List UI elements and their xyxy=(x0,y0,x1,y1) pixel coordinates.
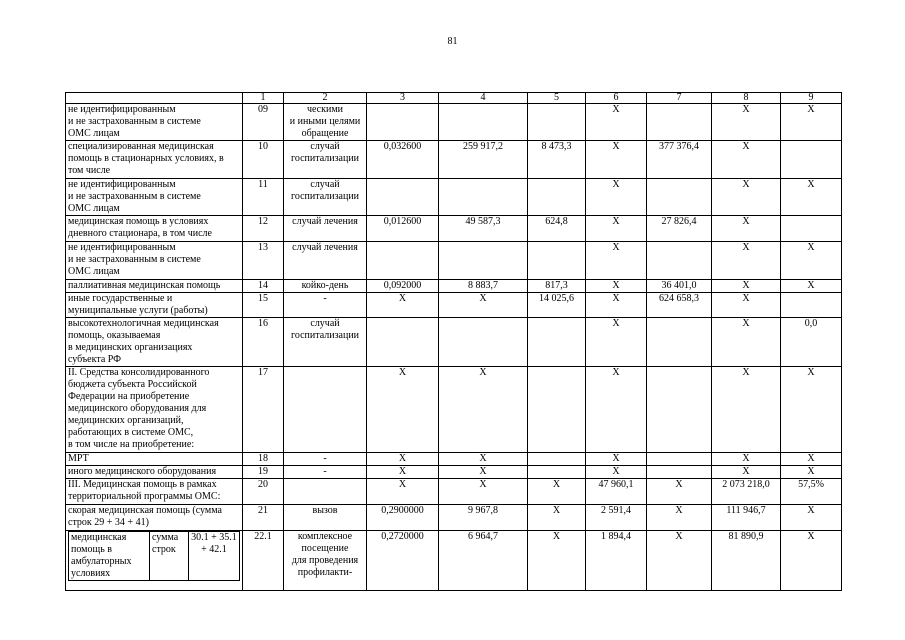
cell-col9: X xyxy=(781,179,842,216)
cell-col5 xyxy=(528,179,586,216)
cell-col6: 1 894,4 xyxy=(586,531,647,591)
row-label-sum: сумма строк xyxy=(150,532,189,581)
table-row xyxy=(66,531,842,591)
row-code: 09 xyxy=(243,104,284,141)
row-unit: случай лечения xyxy=(284,242,367,280)
cell-col3 xyxy=(367,242,439,280)
cell-col4 xyxy=(439,104,528,141)
cell-col3: X xyxy=(367,479,439,505)
row-label: МРТ xyxy=(66,453,243,466)
cell-col8: 2 073 218,0 xyxy=(712,479,781,505)
cell-col4: X xyxy=(439,479,528,505)
cell-col6: X xyxy=(586,104,647,141)
row-label: не идентифицированным и не застрахованным в системе ОМС лицам xyxy=(66,242,243,280)
row-label: не идентифицированным и не застрахованным в системе ОМС лицам xyxy=(66,104,243,141)
cell-col6: 2 591,4 xyxy=(586,505,647,531)
cell-col5 xyxy=(528,367,586,453)
cell-col6: X xyxy=(586,453,647,466)
cell-col8: X xyxy=(712,293,781,318)
cell-col6: X xyxy=(586,141,647,179)
cell-col9: X xyxy=(781,367,842,453)
cell-col9 xyxy=(781,141,842,179)
cell-col7 xyxy=(647,318,712,367)
table-row xyxy=(66,104,842,141)
column-header: 9 xyxy=(781,93,842,104)
cell-col8: 111 946,7 xyxy=(712,505,781,531)
cell-col9: X xyxy=(781,280,842,293)
cell-col7: X xyxy=(647,505,712,531)
cell-col6: X xyxy=(586,466,647,479)
cell-col9: X xyxy=(781,242,842,280)
column-header: 5 xyxy=(528,93,586,104)
cell-col6: X xyxy=(586,293,647,318)
row-label-split xyxy=(66,531,243,591)
row-code: 14 xyxy=(243,280,284,293)
column-header-row xyxy=(66,93,842,104)
cell-col9 xyxy=(781,293,842,318)
row-unit xyxy=(284,367,367,453)
cell-col6: X xyxy=(586,242,647,280)
row-code: 19 xyxy=(243,466,284,479)
cell-col9 xyxy=(781,216,842,242)
cell-col5: X xyxy=(528,505,586,531)
row-unit: случай лечения xyxy=(284,216,367,242)
cell-col8: X xyxy=(712,141,781,179)
column-header: 6 xyxy=(586,93,647,104)
cell-col7 xyxy=(647,466,712,479)
row-code: 12 xyxy=(243,216,284,242)
row-label: не идентифицированным и не застрахованным в системе ОМС лицам xyxy=(66,179,243,216)
table-row xyxy=(66,466,842,479)
row-label: высокотехнологичная медицинская помощь, оказываемая в медицинских организациях субъекта РФ xyxy=(66,318,243,367)
cell-col4: X xyxy=(439,367,528,453)
cell-col8: 81 890,9 xyxy=(712,531,781,591)
cell-col8: X xyxy=(712,104,781,141)
row-unit: случай госпитализации xyxy=(284,141,367,179)
cell-col8: X xyxy=(712,280,781,293)
cell-col4: 259 917,2 xyxy=(439,141,528,179)
row-unit: - xyxy=(284,466,367,479)
cell-col3 xyxy=(367,104,439,141)
cell-col6: X xyxy=(586,318,647,367)
cell-col8: X xyxy=(712,453,781,466)
row-label: медицинская помощь в условиях дневного стационара, в том числе xyxy=(66,216,243,242)
table-row xyxy=(66,293,842,318)
table-row xyxy=(66,242,842,280)
cell-col7 xyxy=(647,367,712,453)
row-label: медицинская помощь в амбулаторных условиях xyxy=(69,532,150,581)
row-code: 15 xyxy=(243,293,284,318)
row-code: 21 xyxy=(243,505,284,531)
cell-col9: 57,5% xyxy=(781,479,842,505)
row-code: 22.1 xyxy=(243,531,284,591)
table-row xyxy=(66,318,842,367)
data-table xyxy=(65,92,842,591)
row-unit: комплексное посещение для проведения профилакти- xyxy=(284,531,367,591)
cell-col7 xyxy=(647,104,712,141)
cell-col7: X xyxy=(647,531,712,591)
column-header: 1 xyxy=(243,93,284,104)
table-row xyxy=(66,367,842,453)
cell-col8: X xyxy=(712,216,781,242)
cell-col3: 0,012600 xyxy=(367,216,439,242)
cell-col6: X xyxy=(586,216,647,242)
cell-col3: X xyxy=(367,367,439,453)
row-label: иные государственные и муниципальные услуги (работы) xyxy=(66,293,243,318)
cell-col9: X xyxy=(781,466,842,479)
row-code: 20 xyxy=(243,479,284,505)
table-row xyxy=(66,479,842,505)
cell-col3: X xyxy=(367,453,439,466)
cell-col4: 8 883,7 xyxy=(439,280,528,293)
cell-col6: X xyxy=(586,280,647,293)
cell-col8: X xyxy=(712,367,781,453)
column-header: 3 xyxy=(367,93,439,104)
column-header: 4 xyxy=(439,93,528,104)
cell-col3: 0,2900000 xyxy=(367,505,439,531)
cell-col4: 49 587,3 xyxy=(439,216,528,242)
column-header: 7 xyxy=(647,93,712,104)
row-code: 11 xyxy=(243,179,284,216)
cell-col5 xyxy=(528,242,586,280)
cell-col8: X xyxy=(712,179,781,216)
cell-col4 xyxy=(439,242,528,280)
cell-col9: 0,0 xyxy=(781,318,842,367)
cell-col5 xyxy=(528,318,586,367)
cell-col3: X xyxy=(367,466,439,479)
row-label: специализированная медицинская помощь в стационарных условиях, в том числе xyxy=(66,141,243,179)
cell-col4: X xyxy=(439,466,528,479)
cell-col6: X xyxy=(586,367,647,453)
cell-col5 xyxy=(528,453,586,466)
table-row xyxy=(66,179,842,216)
column-header: 2 xyxy=(284,93,367,104)
cell-col7: 377 376,4 xyxy=(647,141,712,179)
row-code: 10 xyxy=(243,141,284,179)
cell-col5: X xyxy=(528,531,586,591)
cell-col4: X xyxy=(439,293,528,318)
cell-col3 xyxy=(367,318,439,367)
cell-col9: X xyxy=(781,104,842,141)
row-label: скорая медицинская помощь (сумма строк 29 + 34 + 41) xyxy=(66,505,243,531)
row-label: иного медицинского оборудования xyxy=(66,466,243,479)
cell-col7 xyxy=(647,179,712,216)
column-header: 8 xyxy=(712,93,781,104)
row-unit: случай госпитализации xyxy=(284,179,367,216)
cell-col8: X xyxy=(712,466,781,479)
table-row xyxy=(66,216,842,242)
cell-col3: X xyxy=(367,293,439,318)
cell-col8: X xyxy=(712,318,781,367)
table-row xyxy=(66,280,842,293)
cell-col3: 0,2720000 xyxy=(367,531,439,591)
cell-col7: X xyxy=(647,479,712,505)
cell-col7: 36 401,0 xyxy=(647,280,712,293)
cell-col4: X xyxy=(439,453,528,466)
cell-col5 xyxy=(528,466,586,479)
cell-col3: 0,032600 xyxy=(367,141,439,179)
cell-col3: 0,092000 xyxy=(367,280,439,293)
cell-col9: X xyxy=(781,505,842,531)
cell-col9: X xyxy=(781,453,842,466)
row-label: III. Медицинская помощь в рамках территориальной программы ОМС: xyxy=(66,479,243,505)
column-header xyxy=(66,93,243,104)
row-unit: - xyxy=(284,453,367,466)
row-label: паллиативная медицинская помощь xyxy=(66,280,243,293)
cell-col5 xyxy=(528,104,586,141)
cell-col4 xyxy=(439,179,528,216)
row-unit: - xyxy=(284,293,367,318)
cell-col4 xyxy=(439,318,528,367)
cell-col5: X xyxy=(528,479,586,505)
cell-col9: X xyxy=(781,531,842,591)
cell-col7: 624 658,3 xyxy=(647,293,712,318)
row-unit: случай госпитализации xyxy=(284,318,367,367)
cell-col8: X xyxy=(712,242,781,280)
cell-col7 xyxy=(647,242,712,280)
cell-col4: 6 964,7 xyxy=(439,531,528,591)
table-row xyxy=(66,141,842,179)
cell-col5: 817,3 xyxy=(528,280,586,293)
row-label: II. Средства консолидированного бюджета субъекта Российской Федерации на приобретение медицинского оборудования для медицинских организаций, работающих в системе ОМС, в том числе на приобретение: xyxy=(66,367,243,453)
cell-col5: 14 025,6 xyxy=(528,293,586,318)
row-code: 13 xyxy=(243,242,284,280)
cell-col5: 8 473,3 xyxy=(528,141,586,179)
table-row xyxy=(66,453,842,466)
cell-col3 xyxy=(367,179,439,216)
row-unit: ческими и иными целями обращение xyxy=(284,104,367,141)
row-unit xyxy=(284,479,367,505)
cell-col6: 47 960,1 xyxy=(586,479,647,505)
cell-col4: 9 967,8 xyxy=(439,505,528,531)
table-row xyxy=(66,505,842,531)
row-label-formula: 30.1 + 35.1 + 42.1 xyxy=(189,532,240,581)
cell-col5: 624,8 xyxy=(528,216,586,242)
row-code: 16 xyxy=(243,318,284,367)
page-number: 81 xyxy=(447,36,458,47)
cell-col7: 27 826,4 xyxy=(647,216,712,242)
cell-col6: X xyxy=(586,179,647,216)
row-unit: вызов xyxy=(284,505,367,531)
row-code: 17 xyxy=(243,367,284,453)
cell-col7 xyxy=(647,453,712,466)
row-code: 18 xyxy=(243,453,284,466)
row-unit: койко-день xyxy=(284,280,367,293)
